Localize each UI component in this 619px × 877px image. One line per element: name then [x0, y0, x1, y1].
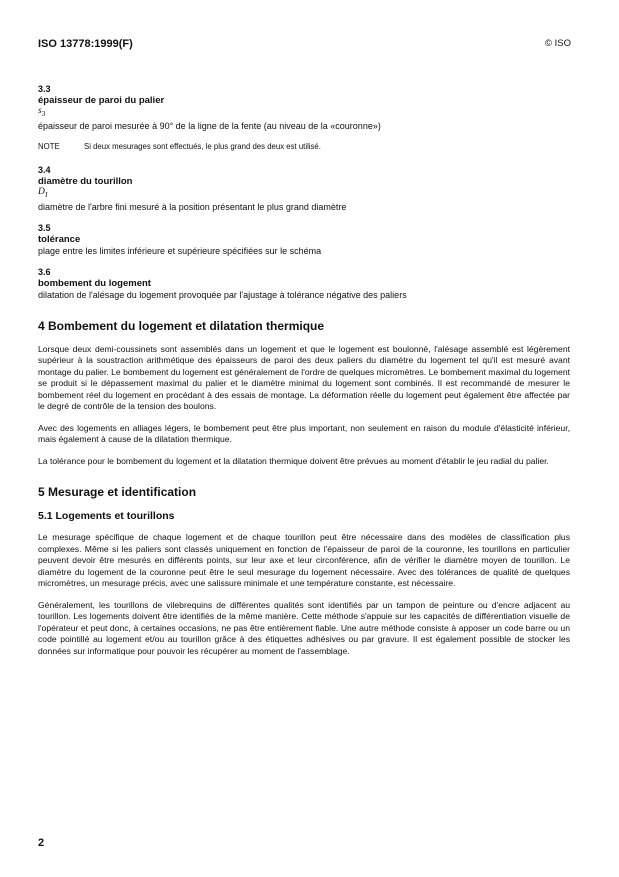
copyright-mark: © ISO	[544, 38, 571, 49]
definition-3-5	[38, 223, 570, 257]
definition-text: plage entre les limites inférieure et supérieure spécifiées sur le schéma	[38, 245, 322, 256]
symbol-letter: s	[38, 106, 42, 116]
note-label: NOTE	[38, 141, 60, 151]
section-5-1-heading: 5.1 Logements et tourillons	[38, 510, 175, 523]
section-4-paragraph: La tolérance pour le bombement du logement et la dilatation thermique doivent être prévues au moment d'établir le jeu radial du palier.	[38, 455, 549, 466]
symbol-subscript: 3	[41, 109, 46, 118]
definition-term: tolérance	[38, 233, 81, 245]
definition-number: 3.5	[38, 222, 51, 233]
definition-term: bombement du logement	[38, 277, 151, 289]
definition-number: 3.4	[38, 164, 51, 175]
definition-number: 3.6	[38, 266, 51, 277]
page-number: 2	[38, 837, 45, 849]
symbol-subscript: J	[44, 190, 48, 199]
definition-3-3	[38, 84, 570, 132]
definition-3-4	[38, 165, 570, 213]
section-4-paragraph: Lorsque deux demi-coussinets sont assemblés dans un logement et que le logement est boulonné, l'alésage assemblé est légèrement supérieur à la soustraction arithmétique des épaisseurs de paroi des deux paliers du diamètre du logement tel qu'il est mesuré avant montage du palier. Le bombement du logement est généralement de l'ordre de quelques micromètres. Le bombement maximal du logement se produit si le dépassement maximal du palier et le diamètre minimal du logement sont combinés. Il est recommandé de mesurer le bombement réel du logement en procédant à des essais de montage. La déformation réelle du logement peut également être affectée par le degré de contrôle de la tension des boulons.	[38, 343, 570, 412]
definition-symbol	[38, 187, 570, 201]
section-5-paragraph: Généralement, les tourillons de vilebrequins de différentes qualités sont identifiés par un tampon de peinture ou d'encre adjacent au tourillon. Les logements doivent être identifiés de la même manière. Cette méthode s'appuie sur les capacités de différentiation visuelle de l'opérateur et peut donc, à certaines occasions, ne pas être entièrement fiable. Une autre méthode consiste à apposer un code barre ou un code pointillé au logement et/ou au tourillon grâce à des étiquettes adhésives ou par gravure. Il est également possible de stocker les données sur informatique pour pouvoir les récupérer au moment de l'assemblage.	[38, 599, 570, 656]
note-text: Si deux mesurages sont effectués, le plus grand des deux est utilisé.	[84, 141, 321, 151]
section-4-heading: 4 Bombement du logement et dilatation thermique	[38, 318, 325, 333]
section-4-paragraph: Avec des logements en alliages légers, le bombement peut être plus important, non seulement en raison du module d'élasticité inférieur, mais également à cause de la dilatation thermique.	[38, 422, 570, 445]
standard-reference: ISO 13778:1999(F)	[38, 38, 133, 50]
definition-number: 3.3	[38, 84, 51, 94]
definition-term: diamètre du tourillon	[38, 175, 133, 187]
definition-text: diamètre de l'arbre fini mesuré à la position présentant le plus grand diamètre	[38, 201, 347, 212]
symbol-letter: D	[38, 186, 45, 197]
section-5-heading: 5 Mesurage et identification	[38, 485, 197, 500]
definition-term: épaisseur de paroi du palier	[38, 95, 165, 106]
definition-symbol	[38, 106, 570, 120]
definition-text: épaisseur de paroi mesurée à 90° de la ligne de la fente (au niveau de la «couronne»)	[38, 120, 381, 131]
section-5-paragraph: Le mesurage spécifique de chaque logement et de chaque tourillon peut être nécessaire dans des modèles de classification plus complexes. Même si les paliers sont classés uniquement en fonction de l'épaisseur de paroi de la couronne, les tourillons en particulier peuvent devoir être mesurés en différents points, sur leur axe et leur circonférence, afin de vérifier le diamètre moyen de tourillon. Le diamètre du logement de la couronne peut être le seul mesurage du logement nécessaire. Avec des tolérances de qualité de quelques micromètres, un mesurage précis, avec une salissure minimale et une température constante, est nécessaire.	[38, 532, 570, 589]
page-content	[38, 84, 570, 667]
definition-3-6	[38, 267, 570, 301]
definition-text: dilatation de l'alésage du logement provoquée par l'ajustage à tolérance négative des paliers	[38, 289, 407, 300]
note	[38, 142, 570, 151]
